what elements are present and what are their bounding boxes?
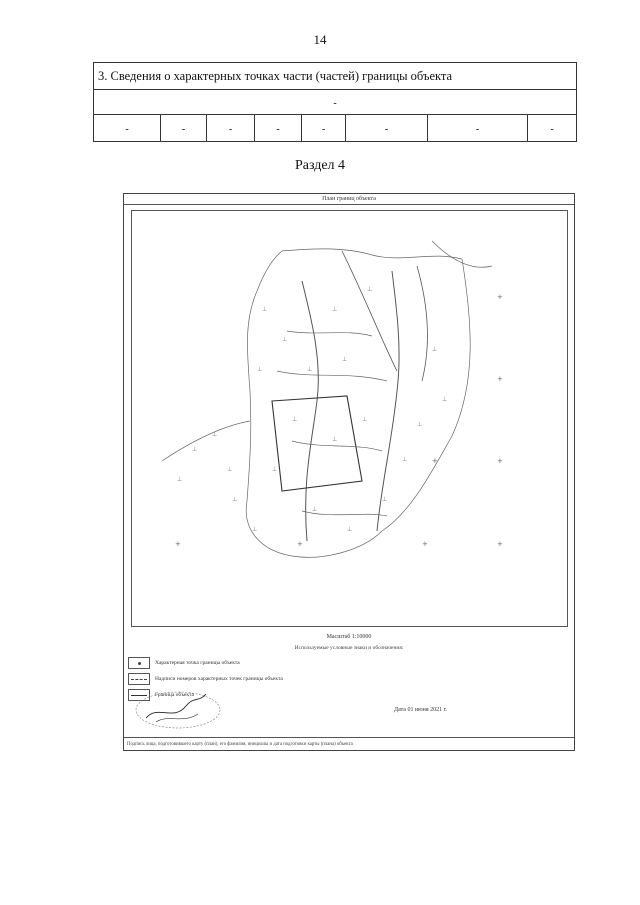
table-cell: - bbox=[321, 123, 326, 135]
plan-frame bbox=[123, 193, 575, 751]
svg-text:⊥: ⊥ bbox=[192, 446, 198, 453]
svg-text:⊥: ⊥ bbox=[227, 466, 233, 473]
svg-text:+: + bbox=[497, 457, 503, 465]
legend-label: Граница объекта bbox=[155, 692, 194, 698]
table-row bbox=[94, 115, 577, 142]
svg-text:⊥: ⊥ bbox=[257, 366, 263, 373]
page-number: 14 bbox=[313, 32, 327, 47]
divider bbox=[124, 204, 574, 205]
svg-text:⊥: ⊥ bbox=[312, 506, 318, 513]
svg-text:⊥: ⊥ bbox=[362, 416, 368, 423]
divider bbox=[124, 737, 574, 738]
svg-text:⊥: ⊥ bbox=[417, 421, 423, 428]
svg-text:+: + bbox=[297, 540, 303, 548]
svg-text:⊥: ⊥ bbox=[347, 526, 353, 533]
table-merged-row bbox=[94, 90, 577, 115]
svg-text:⊥: ⊥ bbox=[367, 286, 373, 293]
table-title-row bbox=[94, 63, 577, 90]
legend-item bbox=[128, 656, 240, 670]
svg-text:⊥: ⊥ bbox=[342, 356, 348, 363]
section4-heading: Раздел 4 bbox=[294, 158, 346, 173]
table-cell: - bbox=[384, 123, 389, 135]
svg-text:⊥: ⊥ bbox=[232, 496, 238, 503]
svg-text:⊥: ⊥ bbox=[262, 306, 268, 313]
svg-text:⊥: ⊥ bbox=[442, 396, 448, 403]
table-cell: - bbox=[550, 123, 554, 135]
svg-text:⊥: ⊥ bbox=[332, 436, 338, 443]
svg-text:⊥: ⊥ bbox=[402, 456, 408, 463]
signature-stamp bbox=[128, 684, 228, 734]
plan-scale: Масштаб 1:10000 bbox=[326, 634, 372, 640]
svg-text:⊥: ⊥ bbox=[332, 306, 338, 313]
svg-text:⊥: ⊥ bbox=[177, 476, 183, 483]
table-cell: - bbox=[276, 123, 280, 135]
signature-icon bbox=[128, 684, 228, 734]
svg-text:+: + bbox=[497, 540, 503, 548]
table-cell: - bbox=[125, 123, 129, 135]
svg-text:⊥: ⊥ bbox=[272, 466, 278, 473]
plan-date: Дата 01 июня 2021 г. bbox=[394, 707, 447, 713]
svg-text:⊥: ⊥ bbox=[282, 336, 288, 343]
table-cell: - bbox=[475, 123, 480, 135]
topographic-map-drawing bbox=[132, 211, 567, 626]
svg-text:+: + bbox=[497, 375, 503, 383]
point-marker-icon bbox=[128, 657, 150, 669]
svg-text:⊥: ⊥ bbox=[307, 366, 313, 373]
plan-footnote: Подпись лица, подготовившего карту (план), его фамилия, инициалы и дата подготовки карты (плана) объекта bbox=[127, 742, 353, 747]
legend-label: Характерная точка границы объекта bbox=[155, 660, 240, 666]
svg-text:+: + bbox=[175, 540, 181, 548]
svg-text:⊥: ⊥ bbox=[432, 346, 438, 353]
section3-title: 3. Сведения о характерных точках части (частей) границы объекта bbox=[94, 63, 577, 90]
plan-title: План границ объекта bbox=[322, 196, 376, 202]
table-cell: - bbox=[228, 123, 233, 135]
svg-text:⊥: ⊥ bbox=[252, 526, 258, 533]
svg-text:⊥: ⊥ bbox=[292, 416, 298, 423]
characteristic-points-table bbox=[93, 62, 577, 142]
table-cell: - bbox=[181, 123, 186, 135]
map-image bbox=[131, 210, 568, 627]
legend-label: Надписи номеров характерных точек границы объекта bbox=[155, 676, 283, 682]
svg-text:⊥: ⊥ bbox=[382, 496, 388, 503]
legend-title: Используемые условные знаки и обозначения: bbox=[294, 645, 404, 651]
svg-text:+: + bbox=[422, 540, 428, 548]
svg-text:⊥: ⊥ bbox=[212, 431, 218, 438]
svg-text:+: + bbox=[497, 293, 503, 301]
svg-text:+: + bbox=[432, 457, 438, 465]
merged-row-value: - bbox=[333, 97, 337, 109]
